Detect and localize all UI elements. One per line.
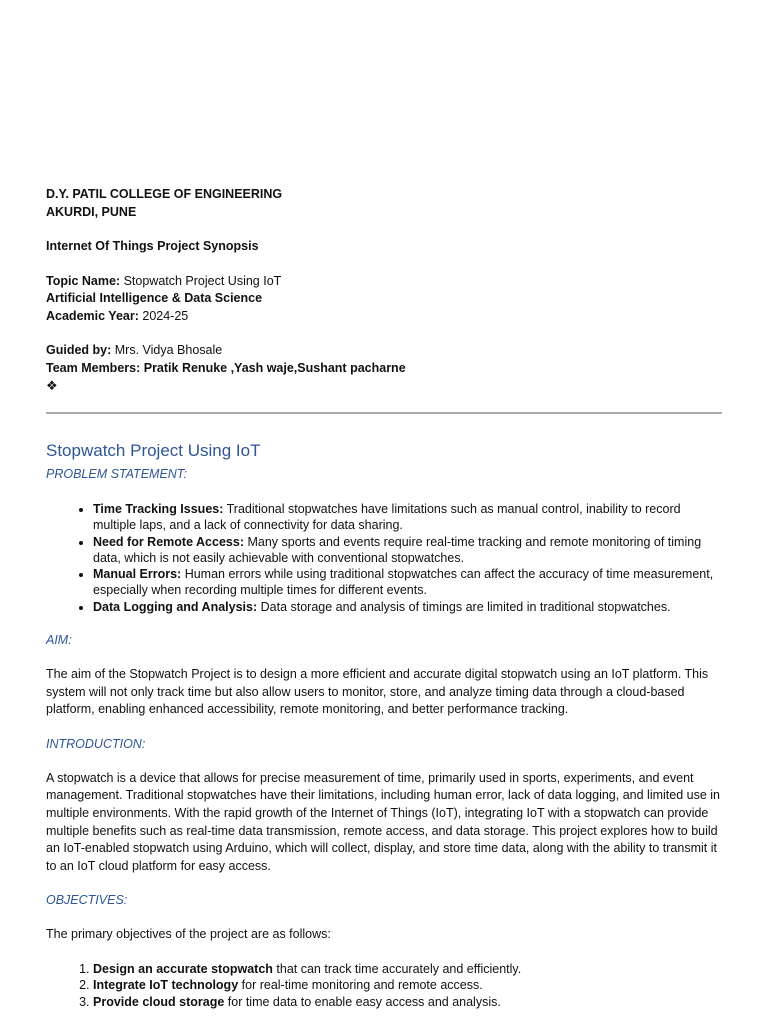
college-location: AKURDI, PUNE <box>46 204 137 219</box>
item-text: for real-time monitoring and remote access. <box>241 978 483 993</box>
college-name: D.Y. PATIL COLLEGE OF ENGINEERING <box>46 187 283 201</box>
item-bold: Manual Errors: <box>93 567 182 582</box>
list-item <box>93 599 722 615</box>
horizontal-divider <box>46 412 722 414</box>
list-item <box>93 501 722 534</box>
topic-label: Topic Name: <box>46 273 121 288</box>
topic-value: Stopwatch Project Using IoT <box>123 273 282 288</box>
item-bold: Design an accurate stopwatch <box>93 962 273 977</box>
item-text: Many sports and events require real-time tracking and remote monitoring of timing data, which is not easily achievable with conventional stopwatches. <box>93 534 702 565</box>
document-page <box>46 186 722 1010</box>
year-label: Academic Year: <box>46 308 139 323</box>
list-item <box>93 977 722 993</box>
intro-paragraph: A stopwatch is a device that allows for precise measurement of time, primarily used in sports, experiments, and event management. Traditional stopwatches have their limitations, including human error, lack of data logging, and limited use in multiple environments. With the rapid growth of the Internet of Things (IoT), integrating IoT with a stopwatch can provide multiple benefits such as real-time data transmission, remote access, and data storage. This project explores how to build an IoT-enabled stopwatch using Arduino, which will collect, display, and store time data, along with the ability to transmit it to an IoT cloud platform for easy access. <box>46 770 720 873</box>
problem-heading: PROBLEM STATEMENT: <box>46 467 187 481</box>
guide-label: Guided by: <box>46 343 112 357</box>
topic-line <box>46 273 722 291</box>
problem-list <box>46 501 722 615</box>
item-bold: Integrate IoT technology <box>93 978 239 993</box>
diamond-bullet-icon: ❖ <box>46 378 58 393</box>
item-bold: Need for Remote Access: <box>93 534 244 549</box>
item-text: Data storage and analysis of timings are limited in traditional stopwatches. <box>260 599 671 614</box>
list-item <box>93 534 722 567</box>
item-text: for time data to enable easy access and analysis. <box>227 994 501 1009</box>
item-text: Human errors while using traditional stopwatches can affect the accuracy of time measurement, especially when recording multiple times for different events. <box>93 567 714 598</box>
list-item <box>93 961 722 977</box>
item-text: that can track time accurately and efficiently. <box>276 962 522 977</box>
guide-value: Mrs. Vidya Bhosale <box>114 343 223 357</box>
aim-heading: AIM: <box>46 633 72 648</box>
document-title: Stopwatch Project Using IoT <box>46 441 261 460</box>
team-value: Pratik Renuke ,Yash waje,Sushant pacharne <box>143 360 406 375</box>
item-text: Traditional stopwatches have limitations such as manual control, inability to record multiple laps, and a lack of connectivity for data sharing. <box>93 502 681 533</box>
objectives-list <box>46 961 722 1010</box>
department: Artificial Intelligence & Data Science <box>46 291 263 305</box>
item-bold: Time Tracking Issues: <box>93 502 224 516</box>
item-bold: Provide cloud storage <box>93 994 225 1009</box>
aim-paragraph: The aim of the Stopwatch Project is to design a more efficient and accurate digital stopwatch using an IoT platform. This system will not only track time but also allow users to monitor, store, and analyze timing data through a cloud-based platform, enabling enhanced accessibility, remote monitoring, and better performance tracking. <box>46 667 709 717</box>
objectives-heading: OBJECTIVES: <box>46 893 128 908</box>
year-line <box>46 308 722 326</box>
objectives-intro: The primary objectives of the project are as follows: <box>46 927 331 942</box>
team-label: Team Members: <box>46 360 141 375</box>
team-line <box>46 360 722 378</box>
list-item <box>93 566 722 599</box>
list-item <box>93 994 722 1010</box>
year-value: 2024-25 <box>142 308 189 323</box>
synopsis-title: Internet Of Things Project Synopsis <box>46 239 259 253</box>
item-bold: Data Logging and Analysis: <box>93 599 258 614</box>
guide-line <box>46 342 722 360</box>
intro-heading: INTRODUCTION: <box>46 736 146 751</box>
